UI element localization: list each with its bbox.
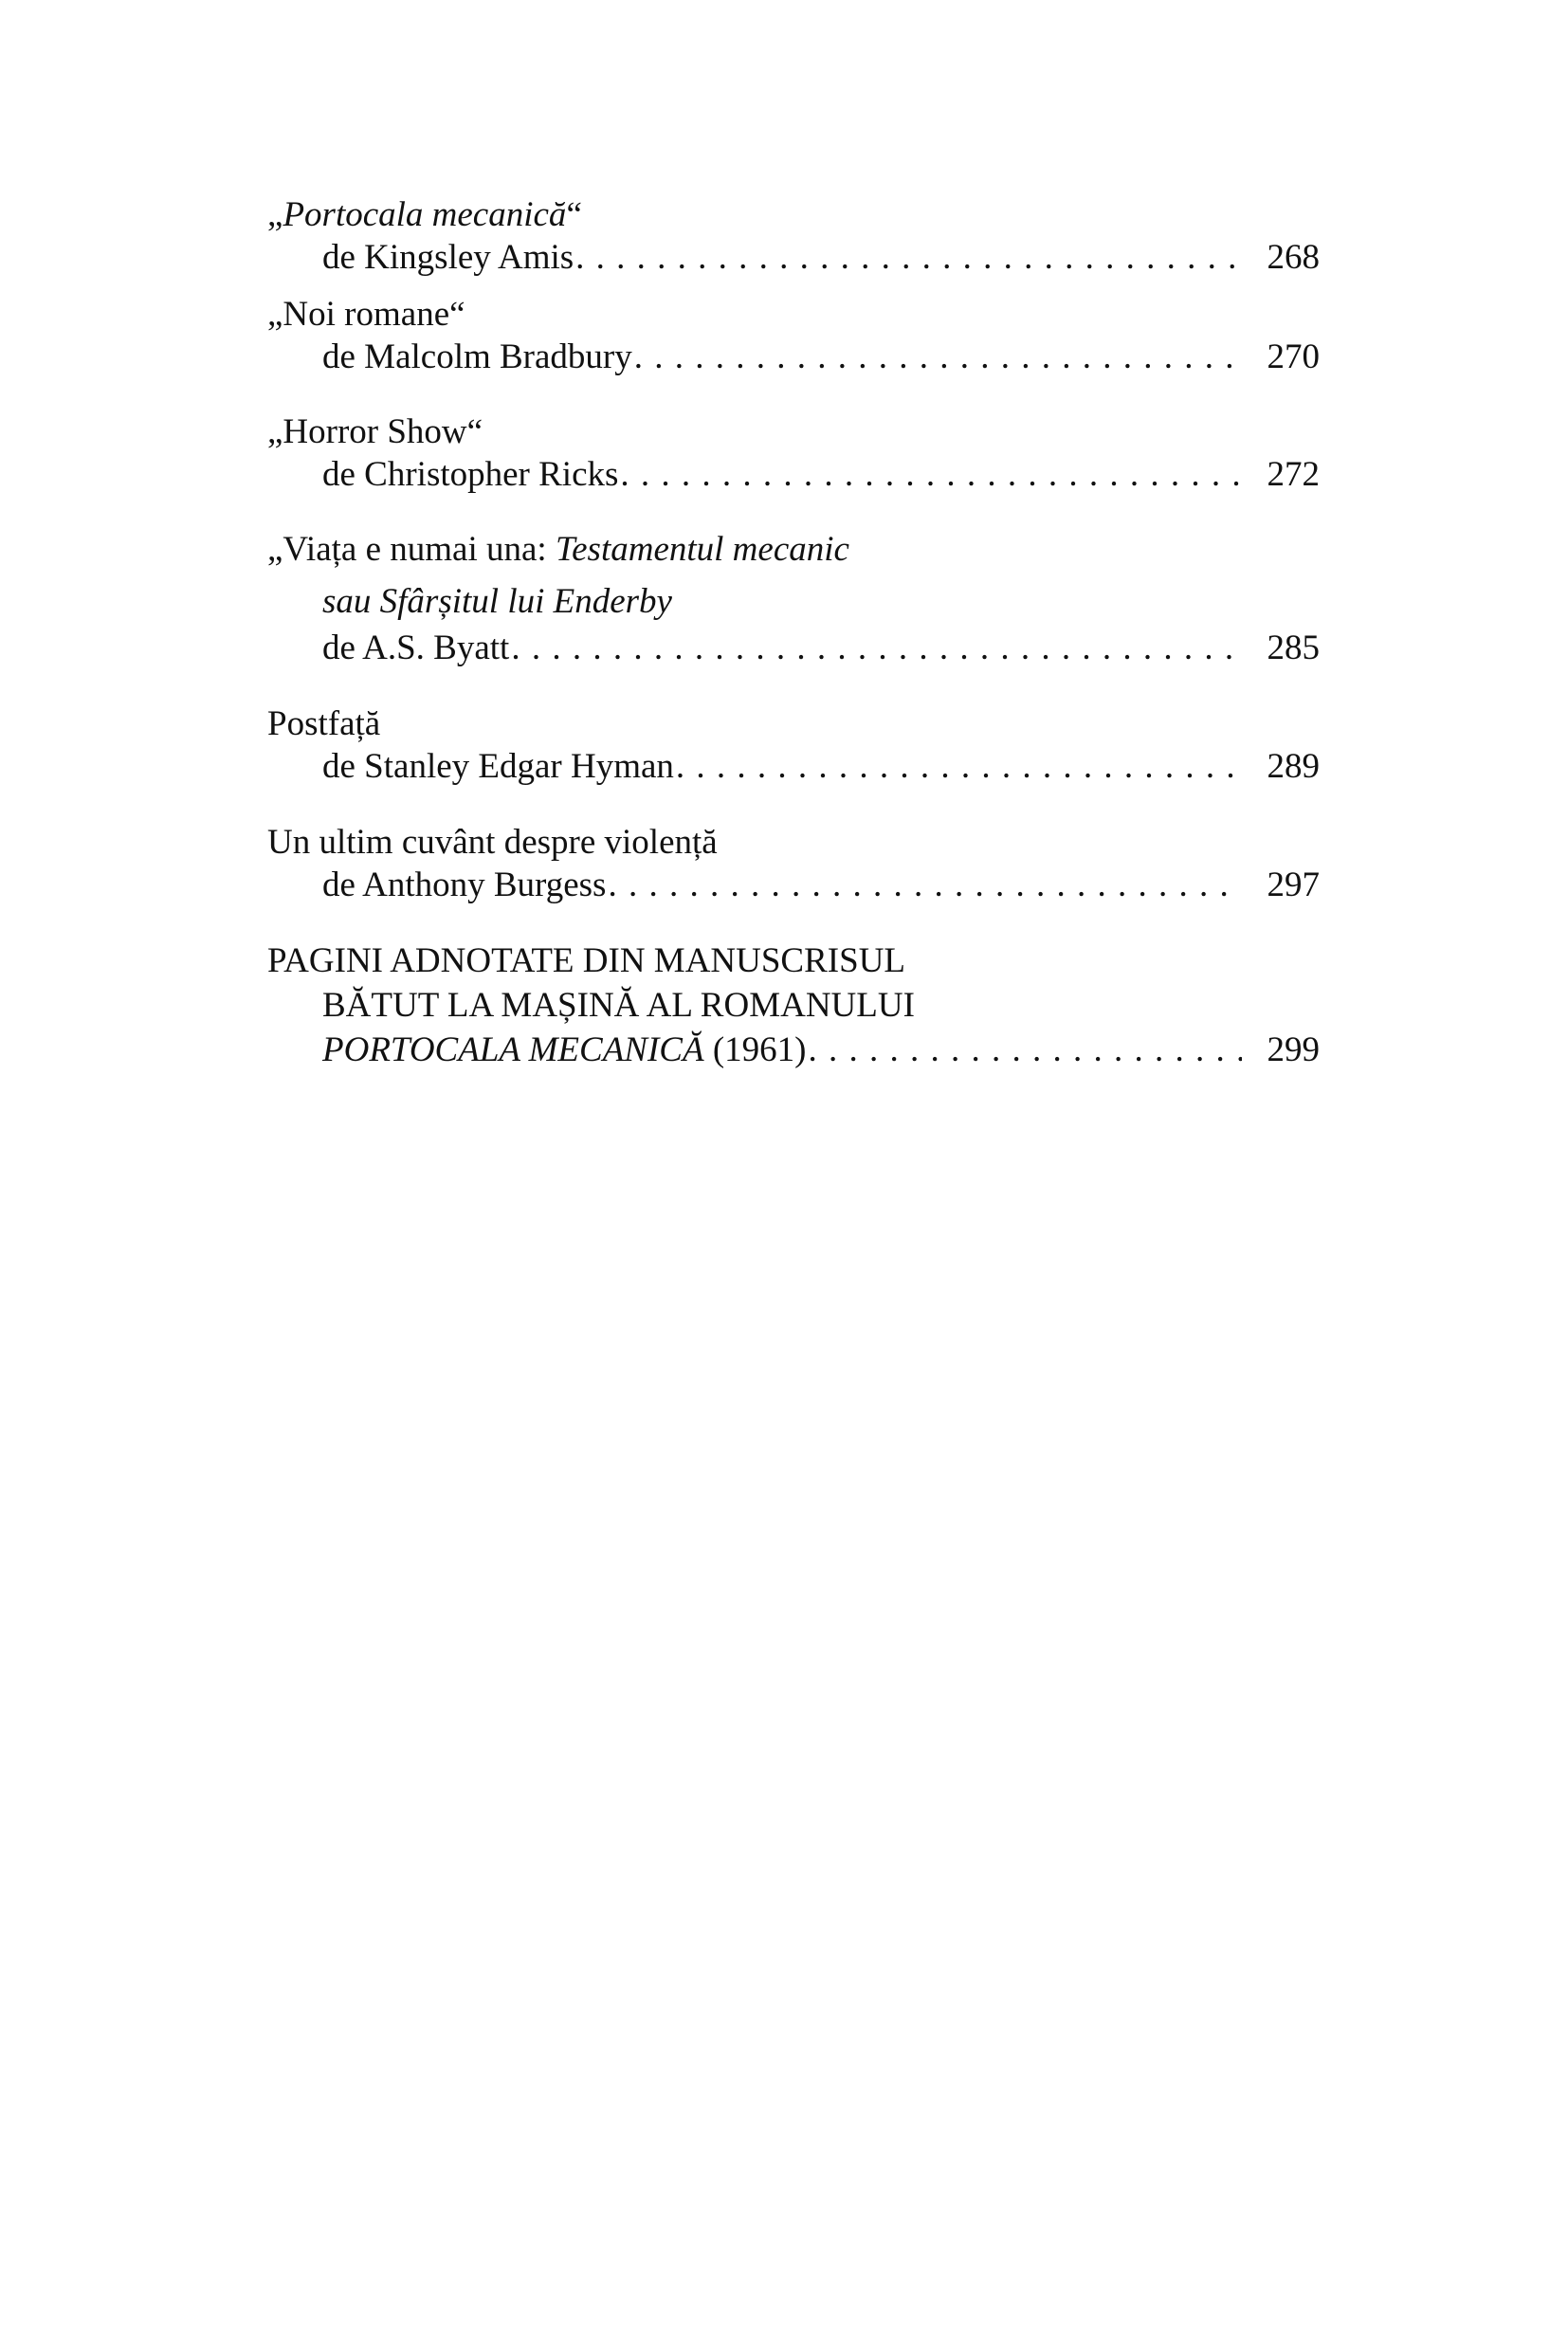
entry-author-row: [322, 457, 1320, 492]
entry-author-row: [322, 867, 1320, 902]
page-number: 270: [1267, 337, 1320, 376]
page-number: 289: [1267, 747, 1320, 786]
entry-author: de A.S. Byatt: [322, 629, 510, 667]
leader-dots: [511, 630, 1242, 665]
entry-title-italic: PORTOCALA MECANICĂ: [322, 1030, 704, 1069]
entry-title: Postfață: [267, 704, 381, 743]
entry-title: Un ultim cuvânt despre violență: [267, 823, 718, 862]
entry-title-line2: sau Sfârșitul lui Enderby: [322, 582, 672, 621]
open-quote: „: [267, 195, 283, 234]
leader-dots: [575, 240, 1242, 275]
close-quote: “: [566, 195, 582, 234]
entry-author-row: [322, 240, 1320, 275]
page-number: 297: [1267, 866, 1320, 904]
entry-title: PAGINI ADNOTATE DIN MANUSCRISUL: [267, 941, 906, 980]
entry-title-line2: BĂTUT LA MAȘINĂ AL ROMANULUI: [322, 986, 915, 1025]
entry-author: de Christopher Ricks: [322, 455, 619, 494]
entry-title-line3: [322, 1032, 806, 1067]
leader-dots: [620, 457, 1242, 492]
page-number: 268: [1267, 238, 1320, 277]
entry-author-row: [322, 339, 1320, 374]
entry-author: de Malcolm Bradbury: [322, 337, 632, 376]
entry-title: [267, 532, 849, 567]
entry-title-italic: Portocala mecanică: [283, 195, 567, 234]
leader-dots: [808, 1032, 1242, 1067]
entry-title-year: (1961): [703, 1030, 807, 1069]
entry-title-text: „Viața e numai una:: [267, 530, 556, 569]
entry-author-row: [322, 630, 1320, 665]
entry-title-italic: Testamentul mecanic: [555, 530, 849, 569]
leader-dots: [608, 867, 1242, 902]
page-number: 285: [1267, 629, 1320, 667]
entry-author: de Anthony Burgess: [322, 866, 607, 904]
entry-author: de Kingsley Amis: [322, 238, 574, 277]
entry-title-row: [322, 1032, 1320, 1067]
page-number: 299: [1267, 1030, 1320, 1069]
entry-author-row: [322, 749, 1320, 784]
page-number: 272: [1267, 455, 1320, 494]
entry-title: [267, 197, 582, 232]
leader-dots: [676, 749, 1242, 784]
leader-dots: [634, 339, 1242, 374]
entry-author: de Stanley Edgar Hyman: [322, 747, 674, 786]
entry-title: „Horror Show“: [267, 412, 483, 451]
entry-title: „Noi romane“: [267, 295, 465, 334]
